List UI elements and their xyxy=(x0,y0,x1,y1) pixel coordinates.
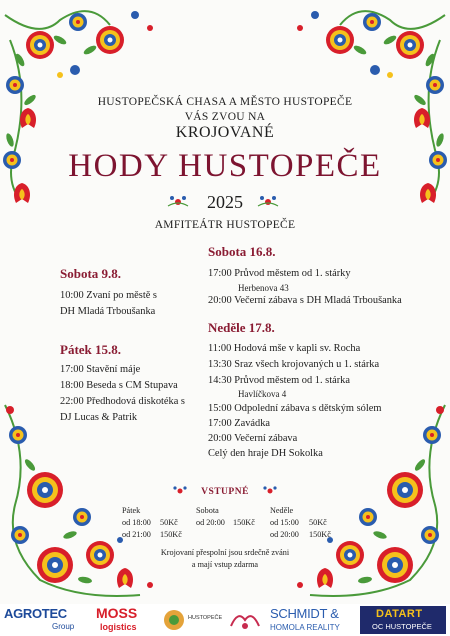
event-line: 11:00 Hodová mše v kapli sv. Rocha xyxy=(208,343,361,354)
admission-price: 150Kč xyxy=(309,530,331,539)
admission-price: 150Kč xyxy=(233,518,255,527)
hustopece-logo: HUSTOPEČE xyxy=(188,615,223,621)
organizer-line: HUSTOPEČSKÁ CHASA A MĚSTO HUSTOPEČE xyxy=(97,96,353,108)
festival-logo-icon xyxy=(228,608,262,632)
datart-logo: DATART xyxy=(376,608,423,620)
event-line: 20:00 Večerní zábava xyxy=(208,433,298,444)
admission-note: Krojovaní přespolní jsou srdečně zváni xyxy=(160,548,290,557)
moss-logo: MOSS xyxy=(96,605,138,621)
event-line: 18:00 Beseda s CM Stupava xyxy=(60,380,178,391)
admission-time: od 20:00 xyxy=(196,518,225,527)
venue: AMFITEÁTR HUSTOPEČE xyxy=(154,219,296,231)
admission-time: od 18:00 xyxy=(122,518,151,527)
schmidt-sub: HOMOLA REALITY xyxy=(270,623,340,632)
schmidt-logo: SCHMIDT & xyxy=(270,606,339,621)
moss-sub: logistics xyxy=(100,622,137,632)
year: 2025 xyxy=(207,192,243,212)
datart-sub: OC HUSTOPEČE xyxy=(372,622,432,631)
day-heading: Pátek 15.8. xyxy=(60,342,122,357)
page-title: HODY HUSTOPEČE xyxy=(68,148,382,184)
admission-time: od 15:00 xyxy=(270,518,299,527)
admission-day: Neděle xyxy=(270,506,294,515)
krojovane-label: KROJOVANÉ xyxy=(175,124,275,141)
event-line: 10:00 Zvaní po městě s xyxy=(60,290,157,301)
event-line: 20:00 Večerní zábava s DH Mladá Trboušanka xyxy=(208,295,402,306)
day-heading: Sobota 16.8. xyxy=(208,244,276,259)
event-address: Herbenova 43 xyxy=(238,283,289,293)
admission-price: 150Kč xyxy=(160,530,182,539)
admission-day: Pátek xyxy=(122,506,141,515)
day-heading: Neděle 17.8. xyxy=(208,320,275,335)
event-line: 14:30 Průvod městem od 1. stárka xyxy=(208,375,350,386)
agrotec-logo: AGROTEC xyxy=(4,606,67,621)
event-line: 17:00 Stavění máje xyxy=(60,364,141,375)
event-line: 22:00 Předhodová diskotéka s xyxy=(60,396,185,407)
event-line: DJ Lucas & Patrik xyxy=(60,412,138,423)
event-address: Havlíčkova 4 xyxy=(238,389,287,399)
event-line: Celý den hraje DH Sokolka xyxy=(208,448,323,459)
event-line: 13:30 Sraz všech krojovaných u 1. stárka xyxy=(208,359,380,370)
event-line: 15:00 Odpolední zábava s dětským sólem xyxy=(208,403,382,414)
event-line: DH Mladá Trboušanka xyxy=(60,306,156,317)
agrotec-sub: Group xyxy=(52,622,75,631)
invite-line: VÁS ZVOU NA xyxy=(184,111,266,123)
admission-time: od 21:00 xyxy=(122,530,151,539)
admission-title: VSTUPNÉ xyxy=(201,487,249,497)
admission-day: Sobota xyxy=(196,506,219,515)
admission-time: od 20:00 xyxy=(270,530,299,539)
admission-note: a mají vstup zdarma xyxy=(191,560,259,569)
event-line: 17:00 Průvod městem od 1. stárky xyxy=(208,268,351,279)
sponsor-bar xyxy=(0,604,450,636)
sponsor-emblem-icon xyxy=(162,607,186,633)
day-heading: Sobota 9.8. xyxy=(60,266,122,281)
admission-price: 50Kč xyxy=(309,518,327,527)
admission-price: 50Kč xyxy=(160,518,178,527)
event-line: 17:00 Zavádka xyxy=(208,418,271,429)
